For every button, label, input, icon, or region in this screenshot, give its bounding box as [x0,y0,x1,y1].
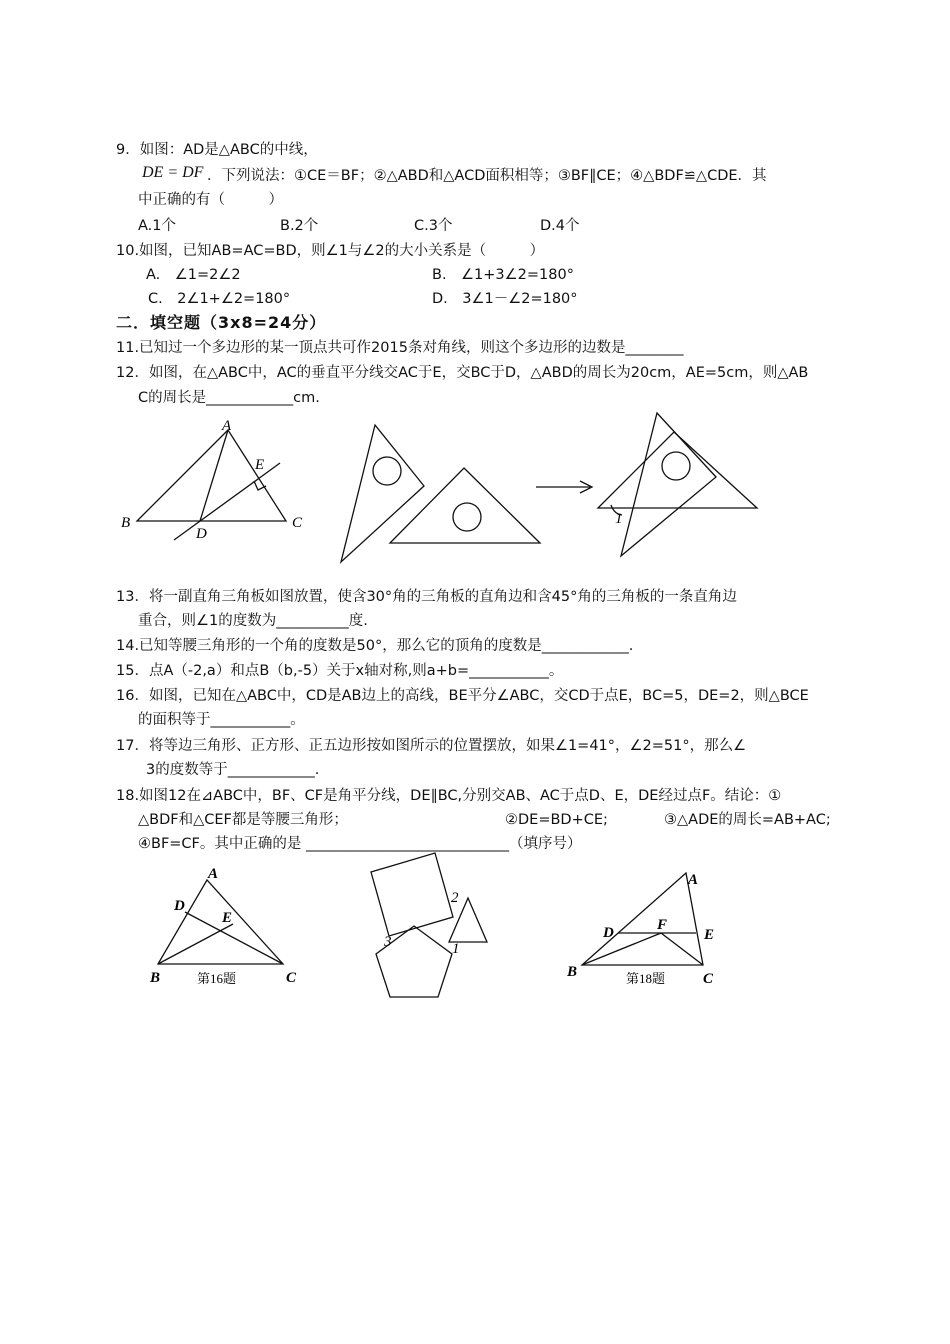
q16-line2: 的面积等于___________。 [138,712,305,728]
q10-text: 10.如图，已知AB=AC=BD，则∠1与∠2的大小关系是（ ） [116,243,545,259]
fig18-label-d: D [603,925,614,941]
fig12-label-b: B [121,515,131,531]
fig18-label-e: E [704,927,715,943]
fig16-label-c: C [286,970,297,986]
fig18-label-c: C [703,971,714,987]
q18-line1: 18.如图12在⊿ABC中，BF、CF是角平分线，DE∥BC,分别交AB、AC于点D、E，DE经过点F。结论：① [116,788,782,804]
q17-line1: 17．将等边三角形、正方形、正五边形按如图所示的位置摆放，如果∠1=41°，∠2=51°，那么∠ [116,738,747,754]
section-heading: 二．填空题（3x8=24分） [116,313,327,332]
q18-line2c: ③△ADE的周长=AB+AC; [664,812,831,828]
q9-formula: DE = DF [142,164,204,181]
q9-line3: 中正确的有（ ） [138,192,283,208]
fig17-angle-2: 2 [451,890,459,906]
fig17-angle-3: 3 [384,934,392,950]
q9-line2: ．下列说法：①CE＝BF；②△ABD和△ACD面积相等；③BF∥CE；④△BDF≌△CDE．其 [207,168,767,184]
q14-text: 14.已知等腰三角形的一个角的度数是50°，那么它的顶角的度数是____________. [116,638,634,654]
q18-line3: ④BF=CF。其中正确的是 ____________________________（填序号） [138,836,582,852]
q10-option-a: A. ∠1=2∠2 [146,267,241,283]
q9-option-d: D.4个 [540,218,580,234]
q9-option-c: C.3个 [414,218,453,234]
fig18-label-b: B [567,964,578,980]
q10-option-c: C. 2∠1+∠2=180° [148,291,291,307]
fig12-label-c: C [292,515,303,531]
fig12-label-a: A [222,418,232,434]
fig17-angle-1: 1 [452,941,460,957]
fig12-label-e: E [255,457,265,473]
q12-line1: 12．如图，在△ABC中，AC的垂直平分线交AC于E，交BC于D，△ABD的周长为20cm，AE=5cm，则△AB [116,365,809,381]
fig18-label-f: F [657,917,668,933]
q9-option-b: B.2个 [280,218,319,234]
q9-line1: 9．如图：AD是△ABC的中线， [116,142,318,158]
q15-text: 15．点A（-2,a）和点B（b,-5）关于x轴对称,则a+b=___________。 [116,663,564,679]
q18-line2a: △BDF和△CEF都是等腰三角形； [138,812,348,828]
q9-option-a: A.1个 [138,218,176,234]
q17-line2: 3的度数等于____________. [146,762,320,778]
fig12-label-d: D [196,526,207,542]
fig16-label-a: A [208,866,219,882]
fig16-label-b: B [150,970,161,986]
q12-line2: C的周长是____________cm. [138,390,320,406]
fig16-caption: 第16题 [197,971,237,986]
q11-text: 11.已知过一个多边形的某一顶点共可作2015条对角线，则这个多边形的边数是________ [116,340,684,356]
fig16-label-e: E [222,910,233,926]
fig18-label-a: A [688,872,699,888]
q16-line1: 16．如图，已知在△ABC中，CD是AB边上的高线，BE平分∠ABC，交CD于点E，BC=5，DE=2，则△BCE [116,688,809,704]
fig13-angle-1: 1 [615,511,623,527]
q18-line2b: ②DE=BD+CE; [505,812,608,828]
q10-option-d: D. 3∠1－∠2=180° [432,291,578,307]
q13-line1: 13．将一副直角三角板如图放置，使含30°角的三角板的直角边和含45°角的三角板的一条直角边 [116,589,737,605]
fig16-label-d: D [174,898,185,914]
fig18-caption: 第18题 [626,971,666,986]
q10-option-b: B. ∠1+3∠2=180° [432,267,574,283]
q13-line2: 重合，则∠1的度数为__________度. [138,613,368,629]
